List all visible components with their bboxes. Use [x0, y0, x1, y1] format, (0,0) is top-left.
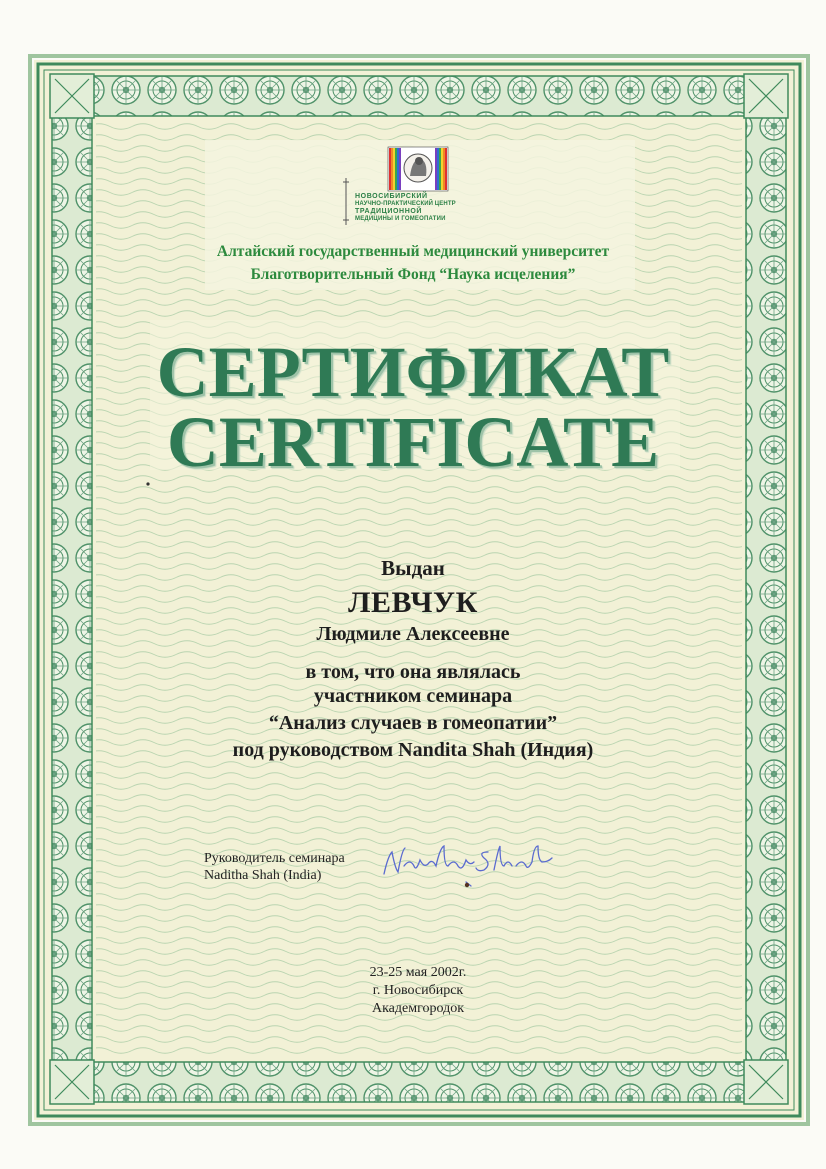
- signature-name: Naditha Shah (India): [204, 868, 322, 883]
- recipient-surname: ЛЕВЧУК: [348, 586, 478, 619]
- ink-speck: [465, 883, 469, 887]
- logo-stripe: [391, 148, 393, 190]
- issued-label: Выдан: [381, 556, 445, 580]
- logo-stripe: [389, 148, 391, 190]
- logo-stripe: [435, 148, 437, 190]
- foundation-name: Благотворительный Фонд “Наука исцеления”: [250, 266, 576, 283]
- seminar-title: “Анализ случаев в гомеопатии”: [268, 712, 558, 734]
- body-line-2: участником семинара: [313, 685, 513, 707]
- body-line-1: в том, что она являлась: [305, 661, 521, 683]
- recipient-given-names: Людмиле Алексеевне: [316, 623, 510, 645]
- event-city: г. Новосибирск: [372, 983, 464, 998]
- logo-stripe: [395, 148, 397, 190]
- university-name: Алтайский государственный медицинский университет: [216, 243, 610, 260]
- logo-line: НАУЧНО-ПРАКТИЧЕСКИЙ ЦЕНТР: [355, 200, 456, 207]
- event-district: Академгородок: [371, 1001, 465, 1016]
- event-date: 23-25 мая 2002г.: [369, 965, 467, 980]
- title-russian: СЕРТИФИКАТ: [156, 332, 670, 412]
- logo-stripe: [397, 148, 399, 190]
- logo-stripe: [393, 148, 395, 190]
- logo-line: НОВОСИБИРСКИЙ: [355, 193, 428, 200]
- logo-stripe: [441, 148, 443, 190]
- ink-speck: [146, 482, 149, 485]
- logo-text: [355, 193, 485, 223]
- signature-role: Руководитель семинара: [204, 851, 345, 866]
- body-line-4: под руководством Nandita Shah (Индия): [232, 739, 594, 761]
- logo-stripe: [437, 148, 439, 190]
- logo-stripe: [443, 148, 445, 190]
- logo-stripe: [445, 148, 447, 190]
- logo-line: ТРАДИЦИОННОЙ: [355, 208, 423, 216]
- logo-line: МЕДИЦИНЫ И ГОМЕОПАТИИ: [355, 215, 446, 222]
- title-english: CERTIFICATE: [166, 402, 660, 482]
- logo-stripe: [439, 148, 441, 190]
- logo-stripe: [399, 148, 401, 190]
